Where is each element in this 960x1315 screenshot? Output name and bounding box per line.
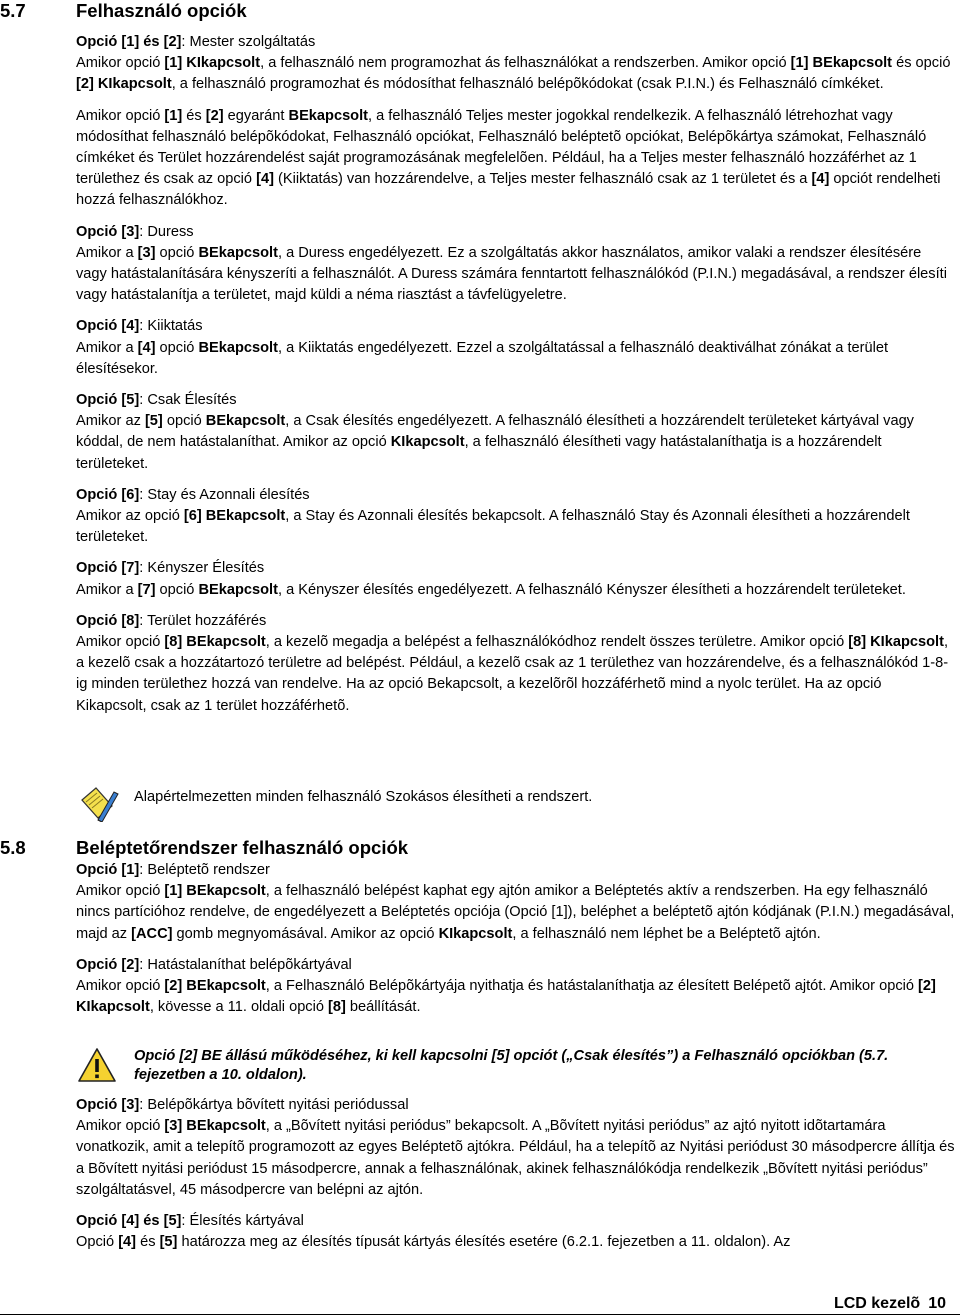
option-heading: Opció [7]: Kényszer Élesítés — [76, 560, 265, 577]
section-5-8-body-b — [76, 1095, 956, 1253]
paragraph: Amikor opció [1] KIkapcsolt, a felhasználó nem programozhat ás felhasználókat a rendszerben. Amikor opció [1] BEkapcsolt és opció [2] KIkapcsolt, a felhasználó programozhat és módosíthat felhasználó belépõkódokat (csak P.I.N.) és Felhasználó címkéket. — [76, 55, 951, 93]
paragraph: Amikor opció [1] BEkapcsolt, a felhasználó belépést kaphat egy ajtón amikor a Beléptetés aktív a rendszerben. Ha egy felhasználó nincs partícióhoz rendelve, de engedélyezett a Beléptetés opciója (Opció [1]), beléphet a beléptetõ ajtón kódjának (P.I.N.) megadásával, majd az [ACC] gomb megnyomásával. Amikor az opció KIkapcsolt, a felhasználó nem léphet be a Beléptetõ ajtón. — [76, 883, 955, 942]
footer-label: LCD kezelõ — [833, 1295, 921, 1312]
page-number: 10 — [928, 1295, 946, 1312]
option-heading: Opció [4] és [5]: Élesítés kártyával — [76, 1213, 304, 1230]
paragraph: Amikor opció [3] BEkapcsolt, a „Bõvített nyitási periódus” bekapcsolt. A „Bõvített nyitási periódus” az ajtó nyitott idõtartamára vonatkozik, amit a telepítõ programozott az egyes Beléptetõ ajtókra. Például, ha a telepítõ az Nyitási periódust 30 másodpercre állítja és a Bõvített nyitási periódust 15 másodpercre, annak a felhasználónak, akinek felhasználókódja rendelkezik „Bõvített nyitási periódus” szolgáltatásvel, 45 másodpercre van belépni az ajtón. — [76, 1118, 955, 1198]
option-heading: Opció [2]: Hatástalaníthat belépõkártyával — [76, 956, 352, 973]
option-heading: Opció [3]: Belépõkártya bõvített nyitási periódussal — [76, 1097, 409, 1113]
paragraph: Amikor opció [2] BEkapcsolt, a Felhasználó Belépõkártyája nyithatja és hatástalaníthatja az élesített Belépetõ ajtót. Amikor opció [2] KIkapcsolt, kövesse a 11. oldali opció [8] beállítását. — [76, 978, 936, 1016]
warning-text: Opció [2] BE állású működéséhez, ki kell kapcsolni [5] opciót („Csak élesítés”) a Felhasználó opciókban (5.7. fejezetben a 10. oldalon). — [134, 1048, 889, 1083]
paragraph: Amikor a [7] opció BEkapcsolt, a Kényszer élesítés engedélyezett. A felhasználó Kényszer élesítheti a hozzárendelt területeket. — [76, 581, 906, 598]
section-title: Felhasználó opciók — [76, 0, 247, 21]
option-heading: Opció [5]: Csak Élesítés — [76, 392, 237, 409]
section-5-7-body — [76, 32, 956, 717]
option-heading: Opció [1] és [2]: Mester szolgáltatás — [76, 34, 316, 50]
paragraph: Amikor az opció [6] BEkapcsolt, a Stay és Azonnali élesítés bekapcsolt. A felhasználó Stay és Azonnali élesítheti a hozzárendelt területeket. — [76, 508, 910, 546]
note-text: Alapértelmezetten minden felhasználó Szokásos élesítheti a rendszert. — [134, 789, 593, 805]
paragraph: Amikor az [5] opció BEkapcsolt, a Csak élesítés engedélyezett. A felhasználó élesítheti a hozzárendelt területeket kártyával vagy kóddal, de nem hatástalaníthat. Amikor az opció KIkapcsolt, a felhasználó élesítheti vagy hatástalaníthatja is a hozzárendelt területeket. — [76, 413, 914, 472]
warning-triangle-icon — [76, 1046, 118, 1091]
notepad-pencil-icon — [76, 784, 120, 829]
paragraph: Amikor a [4] opció BEkapcsolt, a Kiiktatás engedélyezett. Ezzel a szolgáltatással a felhasználó deaktiválhat zónákat a terület élesítésekor. — [76, 339, 889, 377]
section-title: Beléptetőrendszer felhasználó opciók — [76, 837, 409, 858]
option-heading: Opció [1]: Beléptetõ rendszer — [76, 862, 270, 878]
option-heading: Opció [6]: Stay és Azonnali élesítés — [76, 486, 310, 503]
option-heading: Opció [8]: Terület hozzáférés — [76, 612, 267, 629]
paragraph: Amikor opció [8] BEkapcsolt, a kezelõ megadja a belépést a felhasználókódhoz rendelt összes területre. Amikor opció [8] KIkapcsolt, a kezelõ csak a hozzátartozó területre ad belépést. Például, a kezelõ csak az 1 területhez van hozzárendelve, és a felhasználókód 1-8-ig minden területhez hozzá van rendelve. Ha az opció Bekapcsolt, a kezelõrõl hozzáférhetõ mind a nyolc terület. Ha az opció Kikapcsolt, csak az 1 terület hozzáférhetõ. — [76, 634, 949, 714]
section-number: 5.8 — [0, 837, 26, 858]
paragraph: Opció [4] és [5] határozza meg az élesítés típusát kártyás élesítés esetére (6.2.1. fejezetben a 11. oldalon). Az — [76, 1234, 791, 1251]
paragraph: Amikor a [3] opció BEkapcsolt, a Duress engedélyezett. Ez a szolgáltatás akkor használatos, amikor valaki a rendszer élesítésére vagy hatástalanítására kényszeríti a felhasználót. A Duress számára fenntartott felhasználókód (P.I.N.) megadásával, a rendszer élesíti vagy hatástalanítja a területet, majd küldi a néma riasztást a távfelügyeletre. — [76, 244, 947, 304]
page-footer — [834, 1294, 946, 1314]
option-heading: Opció [4]: Kiiktatás — [76, 318, 203, 335]
paragraph: Amikor opció [1] és [2] egyaránt BEkapcsolt, a felhasználó Teljes mester jogokkal rendelkezik. A felhasználó létrehozhat vagy módosíthat felhasználó belépõkódokat, Felhasználó opciókat, Felhasználó beléptetõ opciókat, Belépõkártya számokat, Felhasználó címkéket és Terület hozzárendelést saját programozásának megfelelõen. Például, ha a Teljes mester felhasználó hozzáférhet az 1 területhez és csak az opció [4] (Kiiktatás) van hozzárendelve, a Teljes mester felhasználó csak az 1 területet és a [4] opciót rendelheti hozzá felhasználókhoz. — [76, 107, 941, 209]
option-heading: Opció [3]: Duress — [76, 223, 194, 240]
section-5-8-body-a — [76, 860, 956, 1018]
section-number: 5.7 — [0, 0, 26, 21]
